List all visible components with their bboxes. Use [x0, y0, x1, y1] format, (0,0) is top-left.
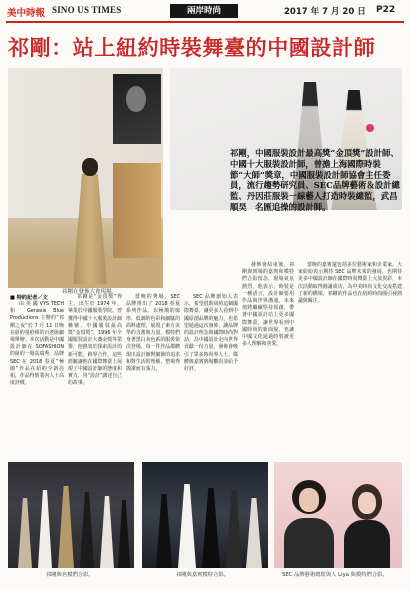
article-paragraph: 當晚的秀場，SEC 品牌推出了 2018 春夏系列作品，以極簡的廓形、低調的色彩和細膩的面料處理，展現了東方美學的含蓄與力量，模特們身著黑白灰色系的服裝依次登場，每一件作品都體現出設計師對細節的追求和對生活的理解，整場秀簡潔而有張力。: [126, 294, 180, 373]
model-figure: [58, 486, 74, 568]
person-face: [358, 492, 376, 514]
section-badge: 兩岸時尚: [170, 4, 238, 18]
pull-quote: 祁剛，中國服裝設計最高獎“金頂獎”設計師、中國十大服裝設計師，曾擔上海國際時裝節“大師”獎章，中國服裝設計師協會主任委員，流行趨勢研究員、SEC品牌藝術＆設計總監、丹因莊服裝一線藝人打造時裝總監，武昌順昊 名匯追操的設計師。: [230, 148, 400, 212]
person-body: [284, 518, 334, 568]
article-paragraph: 祁剛是“金頂獎”得主，出生於 1974 年，畢業於中國服裝學院，曾獲得中國十大服裝設計師稱號，中國服裝最高獎“金頂獎”、1996 年全國服裝設計大賽金獎等榮譽，他熱衷於探索設計的新可能，跨界合作，這些經驗讓他在國際舞臺上展現了中國設計師的態度和實力，用“設計”講述自己的故事。: [68, 294, 122, 387]
byline: ■ 特約記者／文: [10, 295, 48, 301]
model-figure: [246, 498, 262, 568]
bottom-photo-3: [274, 462, 402, 568]
main-photo: [8, 68, 163, 288]
issue-date: 2017 年 7 月 20 日: [284, 7, 366, 17]
photo-podium: [113, 163, 161, 263]
model-figure: [156, 494, 172, 568]
bottom-photo-2: [142, 462, 268, 568]
bottom-photo-2-caption: 祁剛與嘉賓模特合影。: [176, 572, 229, 578]
page-number: P22: [376, 5, 396, 15]
page-header: [0, 0, 410, 22]
header-rule: [6, 21, 404, 23]
flower-accent: [366, 124, 374, 132]
paper-name: SINO US TIMES: [52, 5, 122, 15]
article-column: [68, 294, 122, 451]
article-paragraph: 當晚的嘉賓還包括多位藝術家和企業家，大家紛紛表示期待 SEC 品牌未來的發展，也期待更多中國設計師在國際時尚舞臺上大放異彩，本次活動取得圓滿成功，為中美時尚文化交流搭建了新的橋梁，祁剛的作品也在紐約時尚圈引發熱議與關注。: [298, 262, 402, 305]
bottom-photo-1: [8, 462, 134, 568]
bottom-photo-3-caption: SEC 品牌藝術總監與人 Liya 與模特們合影。: [282, 572, 388, 578]
model-figure: [38, 490, 52, 568]
article-paragraph: 發佈會結束後，祁剛與到場的嘉賓和模特們合影留念，現場氣氛熱烈。他表示，時裝是一種語言，設計師要用作品與世界溝通。未來他將繼續堅持原創，帶著中國設計站上更多國際舞臺，讓世界看到中國時尚的新面貌，也讓中國文化通過時裝被更多人理解和喜愛。: [242, 262, 294, 348]
model-figure: [18, 498, 32, 568]
person-face: [299, 488, 319, 512]
person-body: [344, 520, 390, 568]
article-column: [10, 301, 64, 451]
model-figure: [118, 500, 130, 568]
article-column: [184, 294, 238, 451]
bottom-photo-1-caption: 祁剛與名模們合影。: [46, 572, 94, 578]
article-paragraph: SEC 品牌創始人表示，希望借助紐約這個國際舞臺，讓更多人看到中國原創品牌的魅力，也希望通過這次發佈，讓品牌的設計理念與國際時尚對話，為中國設計走向世界貢獻一份力量，發佈會吸引了眾多時尚界人士、媒體與嘉賓到場觀看並給予好評。: [184, 294, 238, 373]
paper-logo: 美中時報: [7, 8, 46, 19]
model-figure: [178, 484, 196, 568]
main-photo-caption: 祁剛在發佈大會現場。: [62, 289, 118, 295]
article-column: [126, 294, 180, 451]
photo-screen-face: [126, 86, 146, 112]
model-figure: [202, 488, 220, 568]
headline: 祁剛：站上紐約時裝舞臺的中國設計師: [8, 35, 376, 60]
article-column: [298, 262, 402, 452]
model-figure: [226, 490, 242, 568]
designer-head: [82, 158, 98, 176]
model-figure: [80, 492, 94, 568]
model-figure: [100, 496, 114, 568]
article-column: [242, 262, 294, 452]
article-paragraph: 由 美 國 VYS TECH 和 Genesis Blue Productions 主辦的“祁剛之夜”於 7 月 11 日晚在紐約曼哈頓的百老匯劇場舉辦。本次活動是中國設計師在 SOFASHION 的紐約一場高端秀，品牌 SEC 在 2018 春夏“極簡”作品在紐約全新亮相，作品得到業內人士高度評價。: [10, 301, 64, 387]
